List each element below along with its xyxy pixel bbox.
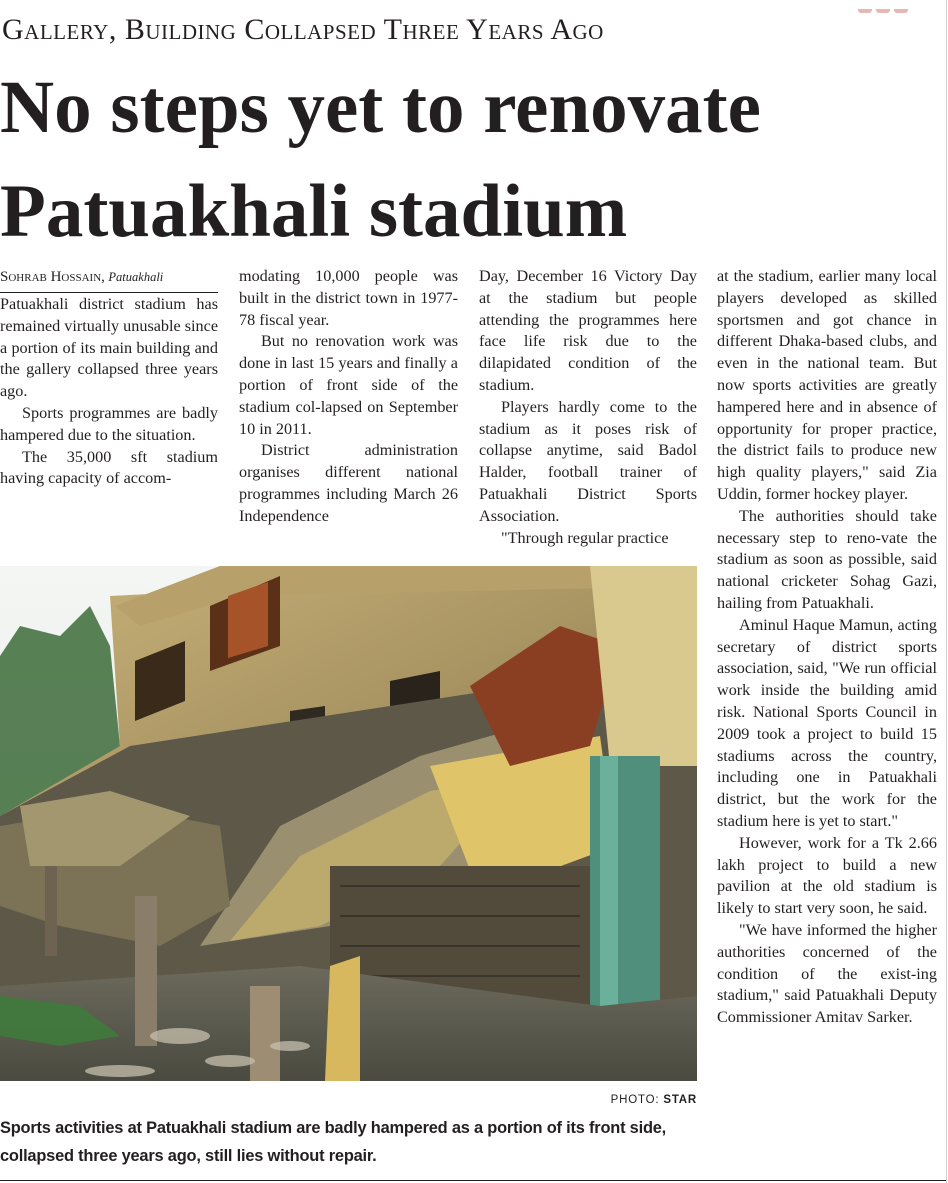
paragraph: However, work for a Tk 2.66 lakh project to build a new pavilion at the old stadium is likely to start very soon, he said. — [717, 833, 937, 918]
paragraph: "We have informed the higher authorities concerned of the condition of the exist-ing stadium," said Patuakhali Deputy Commissioner Amitav Sarker. — [717, 920, 937, 1027]
paragraph: Players hardly come to the stadium as it poses risk of collapse anytime, said Badol Halder, football trainer of Patuakhali District Sports Association. — [479, 397, 697, 525]
byline-author: Sohrab Hossain, — [0, 269, 105, 285]
article-headline — [0, 56, 946, 264]
paragraph: Patuakhali district stadium has remained virtually unusable since a portion of its main building and the gallery collapsed three years ago. — [0, 295, 219, 401]
photo-credit-prefix: PHOTO: — [610, 1094, 664, 1106]
photo-credit-source: STAR — [663, 1094, 697, 1106]
paragraph: modating 10,000 people was built in the district town in 1977-78 fiscal year. — [239, 267, 458, 329]
paragraph: District administration organises different national programmes including March 26 Independence — [239, 441, 458, 525]
photo-credit — [560, 1094, 697, 1106]
column-2 — [239, 266, 458, 528]
paragraph: The authorities should take necessary step to reno-vate the stadium as soon as possible, said national cricketer Sohag Gazi, hailing from Patuakhali. — [717, 506, 937, 612]
column-3 — [479, 266, 697, 549]
paragraph: Aminul Haque Mamun, acting secretary of district sports association, said, "We run official work inside the building amid risk. National Sports Council in 2009 took a project to build 15 stadiums across the country, including one in Patuakhali district, but the work for the stadium here is yet to start." — [717, 615, 937, 830]
paragraph: Sports programmes are badly hampered due to the situation. — [0, 403, 218, 444]
article-kicker: Gallery, Building Collapsed Three Years Ago — [2, 13, 604, 46]
paragraph: But no renovation work was done in last 15 years and finally a portion of front side of the stadium col-lapsed on September 10 in 2011. — [239, 332, 458, 438]
byline — [0, 266, 218, 293]
paragraph: The 35,000 sft stadium having capacity of accom- — [0, 447, 218, 488]
column-1 — [0, 294, 218, 490]
photo-caption: Sports activities at Patuakhali stadium are badly hampered as a portion of its front side, collapsed three years ago, still lies without repair. — [0, 1119, 667, 1165]
paragraph: at the stadium, earlier many local players developed as skilled sportsmen and got chance in different Dhaka-based clubs, and even in the national team. But now sports activities are greatly hampered here and in absence of opportunity for proper practice, the district fails to produce new high quality players," said Zia Uddin, former hockey player. — [717, 267, 937, 503]
page-corner-mark — [858, 0, 938, 4]
headline-line-1: No steps yet to renovate — [0, 66, 761, 149]
paragraph: "Through regular practice — [501, 528, 669, 547]
column-4 — [717, 266, 937, 1029]
collapsed-stadium-photo — [0, 566, 697, 1081]
page-edge-rule — [946, 0, 947, 1183]
headline-line-2: Patuakhali stadium — [0, 170, 628, 253]
byline-location: Patuakhali — [108, 270, 164, 284]
paragraph: Day, December 16 Victory Day at the stadium but people attending the programmes here face life risk due to the dilapidated condition of the stadium. — [479, 267, 697, 394]
bottom-rule — [0, 1180, 946, 1181]
